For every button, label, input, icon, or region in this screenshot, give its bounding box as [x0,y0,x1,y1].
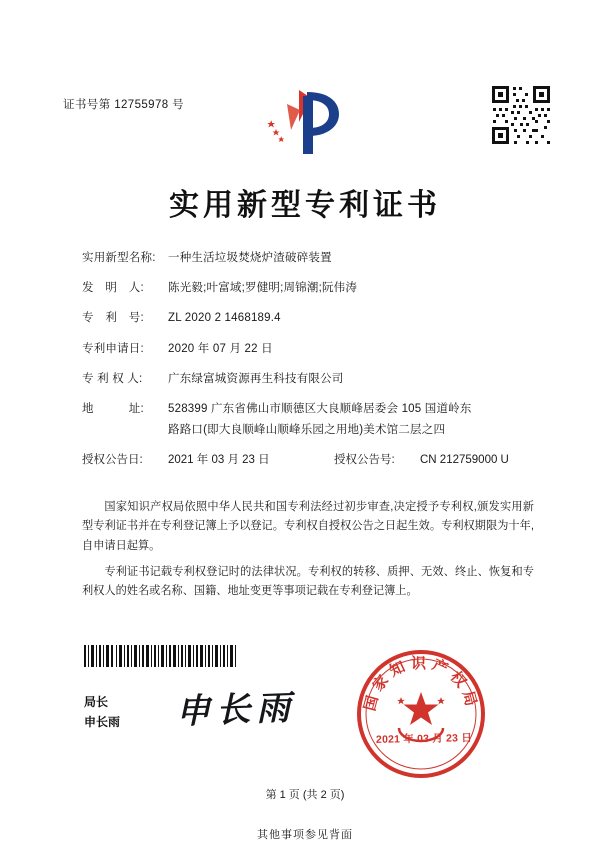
address-value-line1: 528399 广东省佛山市顺德区大良顺峰居委会 105 国道岭东 [168,402,472,415]
legal-statement [82,498,534,608]
field-application-date [82,341,532,358]
field-utility-model-name [82,250,532,267]
patent-number-label: 专 利 号: [82,312,144,325]
grant-number-value: CN 212759000 U [420,453,509,466]
field-address [82,401,532,438]
field-grant-row [82,452,532,469]
svg-text:国家知识产权局: 国家知识产权局 [360,654,482,713]
page-title: 实用新型专利证书 [169,188,441,223]
utility-model-name-value: 一种生活垃圾焚烧炉渣破碎装置 [168,252,332,264]
legal-paragraph-2: 专利证书记载专利权登记时的法律状况。专利权的转移、质押、无效、终止、恢复和专利权人的姓名或名称、国籍、地址变更等事项记载在专利登记簿上。 [82,565,534,598]
legal-paragraph-1: 国家知识产权局依照中华人民共和国专利法经过初步审查,决定授予专利权,颁发实用新型专利证书并在专利登记簿上予以登记。专利权自授权公告之日起生效。专利权期限为十年,自申请日起算。 [82,501,534,552]
patentee-value: 广东绿富城资源再生科技有限公司 [168,372,344,385]
patentee-label: 专 利 权 人: [82,372,143,385]
footer-note: 其他事项参见背面 [257,829,353,841]
page-number: 第 1 页 (共 2 页) [265,789,345,801]
field-inventor [82,280,532,297]
official-seal [355,648,487,780]
utility-model-name-label: 实用新型名称: [82,252,156,264]
director-title [84,692,120,733]
director-title-line2: 申长雨 [84,715,121,730]
grant-date-label: 授权公告日: [82,453,143,466]
seal-date: 2021 年 03 月 23 日 [375,732,473,746]
field-patentee [82,371,532,388]
grant-date-value: 2021 年 03 月 23 日 [168,453,270,466]
application-date-label: 专利申请日: [82,342,144,355]
barcode-icon [84,645,236,667]
address-value-wrapper [168,401,532,438]
certificate-number: 证书号第 12755978 号 [63,99,185,111]
director-title-line1: 局长 [84,695,109,709]
application-date-value: 2020 年 07 月 22 日 [168,342,273,355]
patent-number-value: ZL 2020 2 1468189.4 [168,312,281,325]
qr-code-icon [490,84,552,146]
cnipa-logo-icon [247,84,355,162]
director-signature: 申长雨 [175,687,297,733]
grant-number-label: 授权公告号: [334,453,395,466]
address-label: 地 址: [82,402,144,415]
inventor-label: 发 明 人: [82,282,144,295]
certificate-fields [82,250,532,482]
inventor-value: 陈光毅;叶富域;罗健明;周锦潮;阮伟涛 [168,282,358,295]
address-value-line2: 路路口(即大良顺峰山顺峰乐园之用地)美术馆二层之四 [168,423,446,436]
field-patent-number [82,310,532,327]
